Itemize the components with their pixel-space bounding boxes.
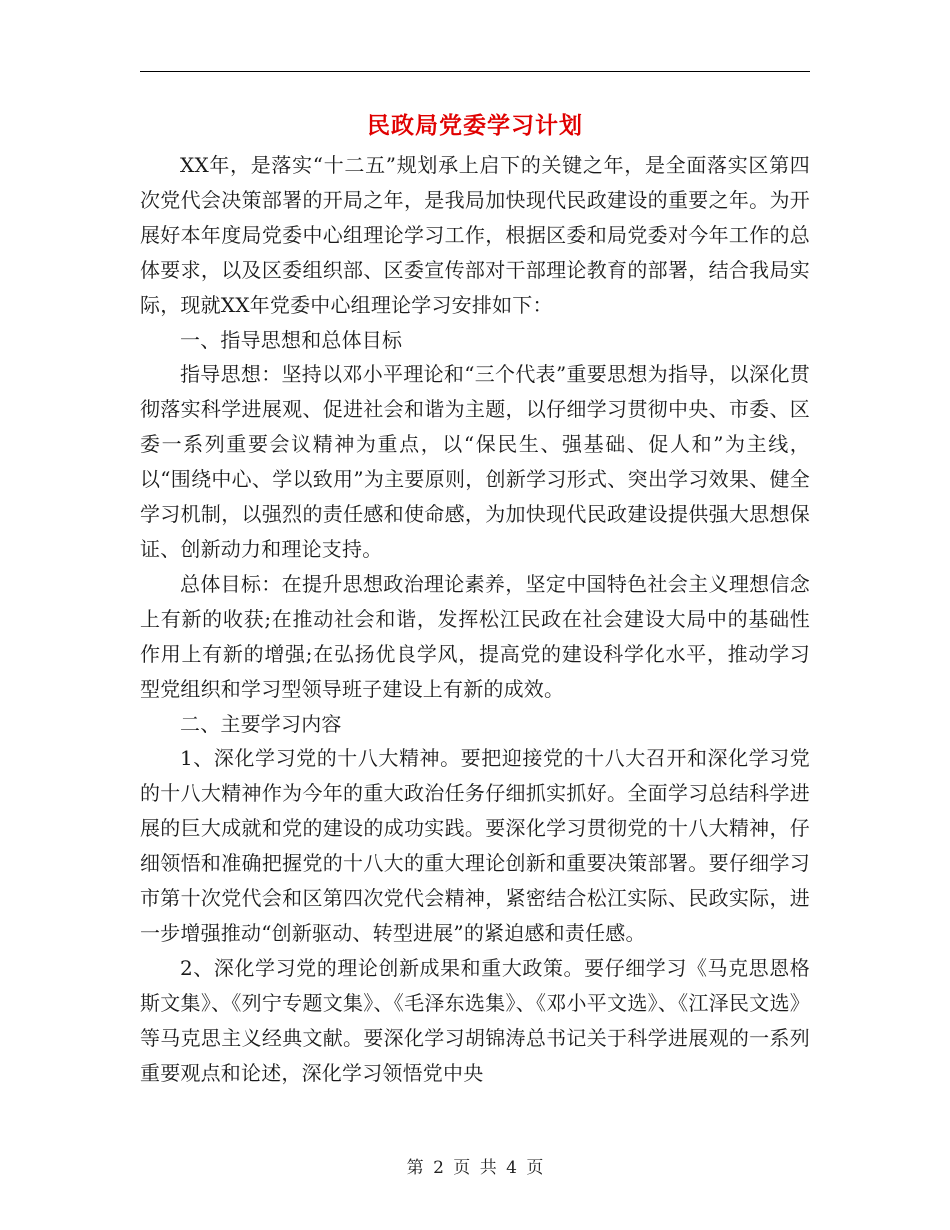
overall-goal-paragraph: 总体目标：在提升思想政治理论素养，坚定中国特色社会主义理想信念上有新的收获;在推动社会和谐，发挥松江民政在社会建设大局中的基础性作用上有新的增强;在弘扬优良学风，提高党的建设科学化水平，推动学习型党组织和学习型领导班子建设上有新的成效。 (140, 571, 810, 701)
section-heading-2: 二、主要学习内容 (180, 711, 342, 736)
study-item-2-paragraph: 2、深化学习党的理论创新成果和重大政策。要仔细学习《马克思恩格斯文集》、《列宁专题文集》、《毛泽东选集》、《邓小平文选》、《江泽民文选》等马克思主义经典文献。要深化学习胡锦涛总书记关于科学进展观的一系列重要观点和论述，深化学习领悟党中央 (140, 955, 810, 1085)
intro-paragraph: XX年，是落实“十二五”规划承上启下的关键之年，是全面落实区第四次党代会决策部署的开局之年，是我局加快现代民政建设的重要之年。为开展好本年度局党委中心组理论学习工作，根据区委和局党委对今年工作的总体要求，以及区委组织部、区委宣传部对干部理论教育的部署，结合我局实际，现就XX年党委中心组理论学习安排如下： (140, 153, 810, 317)
header-rule (140, 71, 810, 72)
section-heading-1: 一、指导思想和总体目标 (180, 327, 403, 352)
document-body (140, 148, 810, 1090)
guiding-thought-paragraph: 指导思想：坚持以邓小平理论和“三个代表”重要思想为指导，以深化贯彻落实科学进展观、促进社会和谐为主题，以仔细学习贯彻中央、市委、区委一系列重要会议精神为重点，以“保民生、强基础、促人和”为主线，以“围绕中心、学以致用”为主要原则，创新学习形式、突出学习效果、健全学习机制，以强烈的责任感和使命感，为加快现代民政建设提供强大思想保证、创新动力和理论支持。 (140, 362, 810, 561)
document-title: 民政局党委学习计划 (367, 113, 583, 139)
study-item-1-paragraph: 1、深化学习党的十八大精神。要把迎接党的十八大召开和深化学习党的十八大精神作为今年的重大政治任务仔细抓实抓好。全面学习总结科学进展的巨大成就和党的建设的成功实践。要深化学习贯彻党的十八大精神，仔细领悟和准确把握党的十八大的重大理论创新和重要决策部署。要仔细学习市第十次党代会和区第四次党代会精神，紧密结合松江实际、民政实际，进一步增强推动“创新驱动、转型进展”的紧迫感和责任感。 (140, 746, 810, 945)
page-number: 第 2 页 共 4 页 (406, 1158, 544, 1178)
